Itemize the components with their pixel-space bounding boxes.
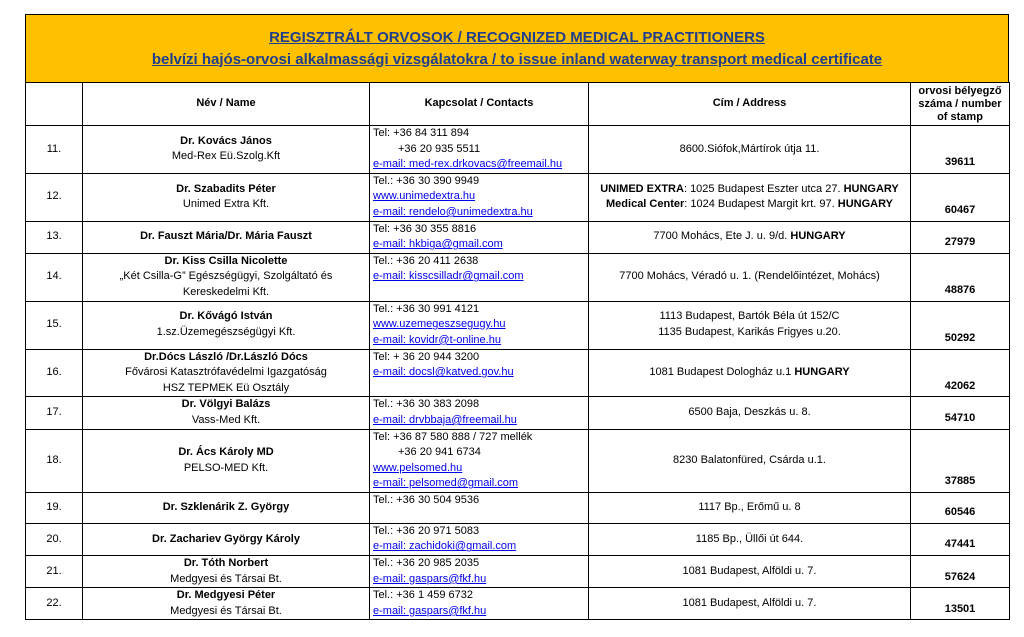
practitioner-name: Dr. Szklenárik Z. György — [162, 501, 290, 514]
practitioner-name: Dr. Kővágó István — [179, 310, 273, 323]
address-cell — [589, 429, 911, 492]
col-number — [26, 83, 83, 126]
practitioner-cell — [83, 523, 370, 555]
row-number: 12. — [26, 173, 83, 221]
address-text: : 1024 Budapest Margit krt. 97. — [684, 198, 838, 211]
address-cell — [589, 397, 911, 429]
contact-cell — [370, 429, 589, 492]
address-cell — [589, 126, 911, 174]
row-number: 20. — [26, 523, 83, 555]
practitioner-name: Dr. Medgyesi Péter — [176, 589, 276, 602]
address-text: 1081 Budapest Dologház u.1 — [649, 366, 795, 379]
organization-name: Medgyesi és Társai Bt. — [170, 604, 282, 617]
contact-phone: Tel: +36 30 355 8816 — [373, 222, 477, 235]
row-number: 22. — [26, 588, 83, 620]
contact-link[interactable]: e-mail: gaspars@fkf.hu — [373, 604, 487, 617]
address-country: HUNGARY — [843, 182, 899, 195]
practitioner-name: Dr. Tóth Norbert — [183, 557, 269, 570]
table-row — [26, 173, 1010, 221]
contact-cell — [370, 397, 589, 429]
practitioner-name: Dr. Kovács János — [180, 134, 272, 147]
contact-phone: Tel.: +36 30 991 4121 — [373, 302, 480, 315]
table-row — [26, 397, 1010, 429]
address-cell — [589, 253, 911, 301]
stamp-number: 37885 — [911, 429, 1010, 492]
practitioner-name: Dr. Völgyi Balázs — [181, 398, 271, 411]
address-text: 1081 Budapest, Alföldi u. 7. — [682, 564, 817, 577]
col-stamp: orvosi bélyegző száma / number of stamp — [911, 83, 1010, 126]
table-row — [26, 429, 1010, 492]
address-line — [591, 564, 908, 580]
address-text: 7700 Mohács, Ete J. u. 9/d. — [653, 230, 791, 243]
address-label: UNIMED EXTRA — [600, 182, 684, 195]
contact-phone: Tel: +36 87 580 888 / 727 mellék — [373, 430, 533, 443]
address-line — [591, 269, 908, 285]
row-number: 15. — [26, 301, 83, 349]
table-row — [26, 556, 1010, 588]
address-line — [591, 405, 908, 421]
contact-phone: Tel.: +36 20 971 5083 — [373, 524, 480, 537]
practitioner-cell — [83, 221, 370, 253]
contact-cell — [370, 492, 589, 523]
stamp-number: 48876 — [911, 253, 1010, 301]
main-title: REGISZTRÁLT ORVOSOK / RECOGNIZED MEDICAL PRACTITIONERS — [269, 28, 765, 46]
address-country: HUNGARY — [837, 198, 893, 211]
table-row — [26, 492, 1010, 523]
address-country: HUNGARY — [794, 366, 850, 379]
practitioner-cell — [83, 588, 370, 620]
col-name: Név / Name — [83, 83, 370, 126]
contact-link[interactable]: e-mail: rendelo@unimedextra.hu — [373, 205, 533, 218]
stamp-number: 47441 — [911, 523, 1010, 555]
address-text: 8230 Balatonfüred, Csárda u.1. — [673, 453, 826, 466]
practitioner-cell — [83, 492, 370, 523]
address-cell — [589, 523, 911, 555]
address-cell — [589, 349, 911, 397]
contact-phone: Tel.: +36 30 390 9949 — [373, 174, 480, 187]
address-line — [591, 453, 908, 469]
address-cell — [589, 301, 911, 349]
stamp-number: 60467 — [911, 173, 1010, 221]
row-number: 11. — [26, 126, 83, 174]
organization-name: HSZ TEPMEK Eü Osztály — [162, 381, 290, 394]
contact-link[interactable]: e-mail: kisscsilladr@gmail.com — [373, 270, 524, 283]
table-row — [26, 588, 1010, 620]
address-cell — [589, 173, 911, 221]
practitioner-name: Dr.Dócs László /Dr.László Dócs — [144, 350, 308, 363]
stamp-number: 13501 — [911, 588, 1010, 620]
stamp-number: 54710 — [911, 397, 1010, 429]
contact-cell — [370, 126, 589, 174]
address-text: 1081 Budapest, Alföldi u. 7. — [682, 597, 817, 610]
contact-phone: +36 20 935 5511 — [398, 142, 481, 155]
contact-phone: Tel: +36 84 311 894 — [373, 127, 470, 139]
contact-phone: Tel.: +36 30 504 9536 — [373, 493, 480, 506]
stamp-number: 50292 — [911, 301, 1010, 349]
address-text: 1135 Budapest, Karikás Frigyes u.20. — [658, 326, 841, 339]
practitioner-sheet — [25, 14, 1009, 620]
address-cell — [589, 492, 911, 523]
table-row — [26, 253, 1010, 301]
row-number: 18. — [26, 429, 83, 492]
address-line — [591, 229, 908, 245]
contact-link[interactable]: e-mail: zachidoki@gmail.com — [373, 540, 517, 553]
contact-link[interactable]: e-mail: med-rex.drkovacs@freemail.hu — [373, 158, 563, 171]
practitioner-name: Dr. Ács Károly MD — [178, 446, 274, 459]
contact-phone: +36 20 941 6734 — [398, 446, 481, 459]
contact-link[interactable]: www.unimedextra.hu — [373, 190, 476, 203]
address-text: 7700 Mohács, Véradó u. 1. (Rendelőintézet, Mohács) — [619, 270, 880, 283]
col-contacts: Kapcsolat / Contacts — [370, 83, 589, 126]
contact-cell — [370, 556, 589, 588]
organization-name: „Két Csilla-G” Egészségügyi, Szolgáltató és — [119, 270, 333, 283]
row-number: 17. — [26, 397, 83, 429]
practitioner-name: Dr. Szabadits Péter — [176, 182, 276, 195]
practitioner-table — [25, 82, 1010, 620]
table-row — [26, 523, 1010, 555]
organization-name: Medgyesi és Társai Bt. — [170, 572, 282, 585]
contact-link[interactable]: e-mail: pelsomed@gmail.com — [373, 477, 519, 490]
contact-phone: Tel: + 36 20 944 3200 — [373, 350, 480, 363]
practitioner-cell — [83, 397, 370, 429]
column-header-row — [26, 83, 1010, 126]
address-line — [591, 532, 908, 548]
organization-name: PELSO-MED Kft. — [183, 461, 269, 474]
practitioner-cell — [83, 253, 370, 301]
practitioner-cell — [83, 301, 370, 349]
contact-phone: Tel.: +36 20 985 2035 — [373, 557, 480, 570]
address-cell — [589, 556, 911, 588]
stamp-number: 39611 — [911, 126, 1010, 174]
contact-link[interactable]: www.uzemegeszsegugy.hu — [373, 318, 506, 331]
address-line — [591, 325, 908, 341]
contact-phone: Tel.: +36 1 459 6732 — [373, 589, 473, 602]
contact-link[interactable]: e-mail: hkbiga@gmail.com — [373, 238, 503, 251]
contact-cell — [370, 221, 589, 253]
row-number: 19. — [26, 492, 83, 523]
table-row — [26, 301, 1010, 349]
practitioner-cell — [83, 173, 370, 221]
practitioner-name: Dr. Fauszt Mária/Dr. Mária Fauszt — [140, 230, 312, 243]
address-text: 1113 Budapest, Bartók Béla út 152/C — [659, 310, 840, 323]
address-line — [591, 500, 908, 516]
practitioner-name: Dr. Kiss Csilla Nicolette — [164, 254, 288, 267]
address-text: 6500 Baja, Deszkás u. 8. — [688, 406, 811, 419]
organization-name: 1.sz.Üzemegészségügyi Kft. — [156, 326, 296, 339]
practitioner-cell — [83, 429, 370, 492]
address-line — [591, 365, 908, 381]
address-line — [591, 197, 908, 213]
subtitle: belvízi hajós-orvosi alkalmassági vizsgálatokra / to issue inland waterway transport medical certificate — [151, 50, 883, 68]
col-address: Cím / Address — [589, 83, 911, 126]
contact-cell — [370, 301, 589, 349]
contact-link[interactable]: e-mail: drvbbaja@freemail.hu — [373, 413, 517, 426]
contact-cell — [370, 349, 589, 397]
contact-cell — [370, 253, 589, 301]
contact-cell — [370, 523, 589, 555]
address-line — [591, 596, 908, 612]
row-number: 21. — [26, 556, 83, 588]
contact-link[interactable]: e-mail: gaspars@fkf.hu — [373, 572, 487, 585]
organization-name: Kereskedelmi Kft. — [182, 285, 270, 298]
address-cell — [589, 588, 911, 620]
table-row — [26, 126, 1010, 174]
stamp-number: 60546 — [911, 492, 1010, 523]
address-text: 1117 Bp., Erőmű u. 8 — [698, 501, 801, 514]
practitioner-cell — [83, 556, 370, 588]
address-line — [591, 309, 908, 325]
practitioner-cell — [83, 349, 370, 397]
contact-phone: Tel.: +36 20 411 2638 — [373, 254, 479, 267]
organization-name: Vass-Med Kft. — [191, 413, 261, 426]
row-number: 13. — [26, 221, 83, 253]
organization-name: Unimed Extra Kft. — [182, 198, 270, 211]
table-row — [26, 221, 1010, 253]
address-line — [591, 142, 908, 158]
stamp-number: 57624 — [911, 556, 1010, 588]
address-label: Medical Center — [606, 198, 685, 211]
row-number: 14. — [26, 253, 83, 301]
contact-link[interactable]: e-mail: docsl@katved.gov.hu — [373, 366, 514, 379]
practitioner-cell — [83, 126, 370, 174]
address-text: 8600.Siófok,Mártírok útja 11. — [679, 142, 820, 155]
address-line — [591, 182, 908, 198]
row-number: 16. — [26, 349, 83, 397]
address-text: : 1025 Budapest Eszter utca 27. — [683, 182, 844, 195]
contact-link[interactable]: e-mail: kovidr@t-online.hu — [373, 333, 501, 346]
practitioner-name: Dr. Zachariev György Károly — [152, 532, 300, 545]
stamp-number: 42062 — [911, 349, 1010, 397]
contact-cell — [370, 173, 589, 221]
stamp-number: 27979 — [911, 221, 1010, 253]
contact-cell — [370, 588, 589, 620]
table-header-banner — [25, 14, 1009, 82]
address-country: HUNGARY — [790, 230, 846, 243]
table-row — [26, 349, 1010, 397]
organization-name: Med-Rex Eü.Szolg.Kft — [171, 150, 281, 163]
organization-name: Fővárosi Katasztrófavédelmi Igazgatóság — [125, 366, 327, 379]
contact-phone: Tel.: +36 30 383 2098 — [373, 398, 480, 411]
contact-link[interactable]: www.pelsomed.hu — [373, 461, 463, 474]
address-cell — [589, 221, 911, 253]
address-text: 1185 Bp., Üllői út 644. — [695, 532, 804, 545]
